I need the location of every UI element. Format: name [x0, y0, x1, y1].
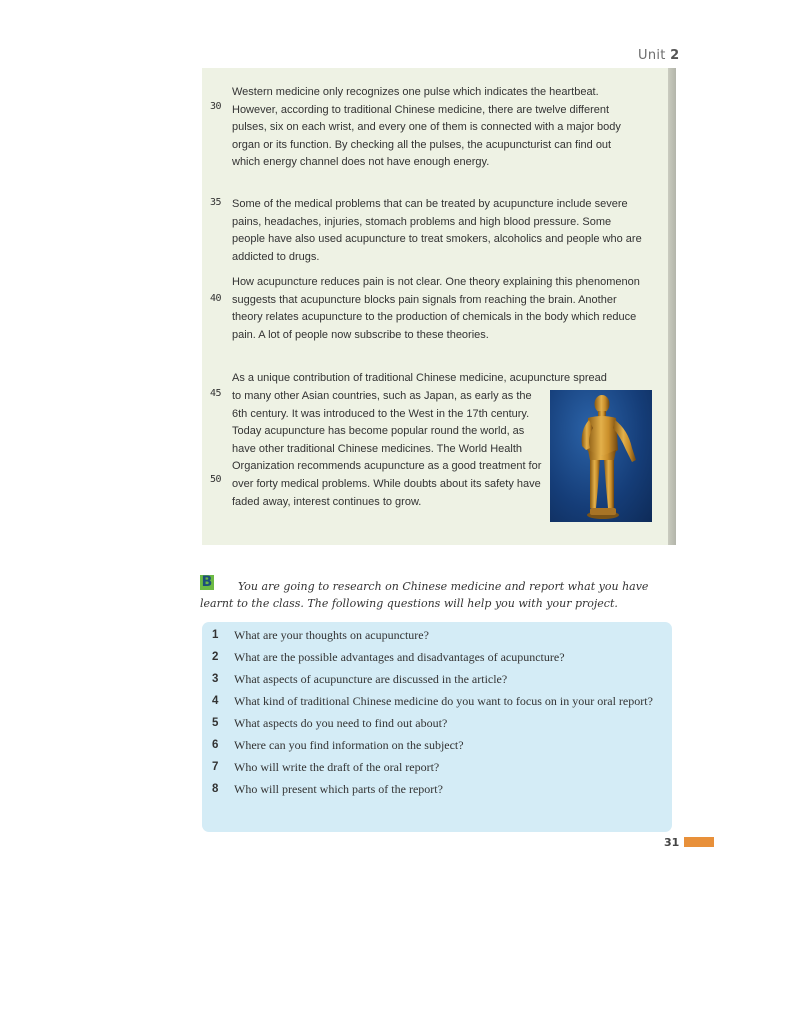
paragraph-pulses: Western medicine only recognizes one pulse which indicates the heartbeat. However, according to traditional Chinese medicine, there are twelve different pulses, six on each wrist, and every one of them is connected with a major body organ or its function. By checking all the pulses, the acupuncturist can find out which energy channel does not have enough energy. — [232, 86, 621, 169]
question-text: What aspects do you need to find out about? — [234, 716, 448, 730]
question-item — [212, 759, 667, 777]
question-number: 5 — [212, 717, 219, 729]
question-item — [212, 693, 667, 711]
paragraph-pain-theories: How acupuncture reduces pain is not clear. One theory explaining this phenomenon suggests that acupuncture blocks pain signals from reaching the brain. Another theory relates acupuncture to the production of chemicals in the body which reduce pain. A lot of people now subscribe to these theories. — [232, 276, 640, 341]
question-item — [212, 737, 667, 755]
page-number: 31 — [664, 836, 680, 849]
question-item — [212, 715, 667, 733]
line-number: 45 — [210, 388, 222, 399]
question-text: What kind of traditional Chinese medicine do you want to focus on in your oral report? — [234, 694, 653, 708]
paragraph-treatable-problems: Some of the medical problems that can be treated by acupuncture include severe pains, headaches, injuries, stomach problems and high blood pressure. Some people have also used acupuncture to treat smokers, alcoholics and people who are addicted to drugs. — [232, 198, 642, 263]
unit-header — [638, 48, 679, 63]
question-item — [212, 781, 667, 799]
line-number: 35 — [210, 197, 222, 208]
question-item — [212, 627, 667, 645]
unit-number: 2 — [670, 48, 680, 63]
unit-label: Unit — [638, 48, 666, 63]
line-number: 50 — [210, 474, 222, 485]
line-number: 30 — [210, 101, 222, 112]
question-number: 3 — [212, 673, 219, 685]
question-text: What are the possible advantages and disadvantages of acupuncture? — [234, 650, 565, 664]
question-text: What are your thoughts on acupuncture? — [234, 628, 429, 642]
task-b-badge: B — [201, 574, 213, 590]
question-text: What aspects of acupuncture are discussed in the article? — [234, 672, 508, 686]
page-accent-bar — [684, 837, 714, 847]
question-number: 1 — [212, 629, 219, 641]
paragraph-spread-first-line: As a unique contribution of traditional Chinese medicine, acupuncture spread — [232, 372, 607, 384]
bronze-acupuncture-statue-image — [550, 390, 652, 522]
line-number: 40 — [210, 293, 222, 304]
paragraph-spread: to many other Asian countries, such as Japan, as early as the 6th century. It was introduced to the West in the 17th century. Today acupuncture has become popular round the world, as have other traditional Chinese medicines. The World Health Organization recommends acupuncture as a good treatment for over forty medical problems. While doubts about its safety have faded away, interest continues to grow. — [232, 390, 542, 508]
question-number: 2 — [212, 651, 219, 663]
question-number: 6 — [212, 739, 219, 751]
question-number: 7 — [212, 761, 219, 773]
reading-panel-shadow — [668, 68, 676, 545]
question-list — [212, 627, 667, 803]
question-number: 8 — [212, 783, 219, 795]
question-text: Where can you find information on the subject? — [234, 738, 464, 752]
task-b-instruction: You are going to research on Chinese medicine and report what you have learnt to the class. The following questions will help you with your project. — [200, 580, 649, 610]
question-number: 4 — [212, 695, 219, 707]
question-item — [212, 649, 667, 667]
question-item — [212, 671, 667, 689]
question-text: Who will write the draft of the oral report? — [234, 760, 440, 774]
question-text: Who will present which parts of the report? — [234, 782, 443, 796]
